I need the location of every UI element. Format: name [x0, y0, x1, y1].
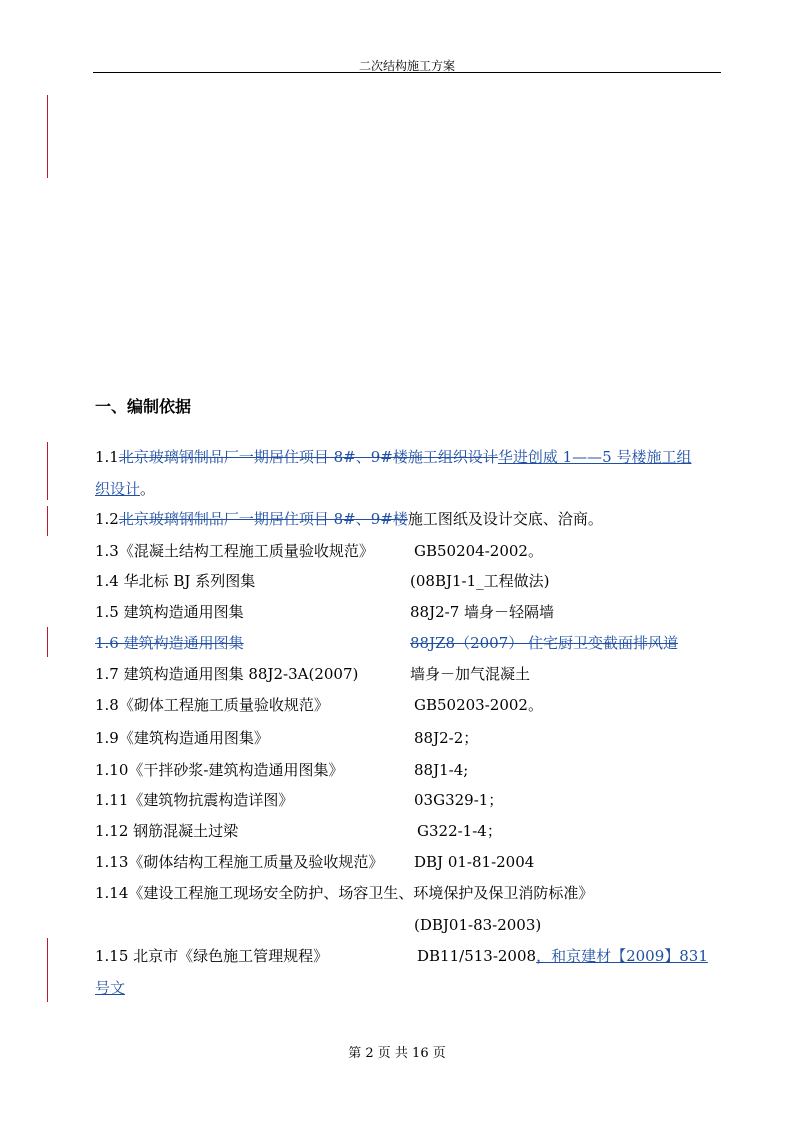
item-code: GB50204-2002。 [414, 542, 543, 560]
revision-bar [47, 627, 48, 657]
list-item: 1.15 北京市《绿色施工管理规程》 [95, 947, 329, 965]
list-item: 1.13《砌体结构工程施工质量及验收规范》 [95, 853, 384, 871]
deleted-text: 北京玻璃钢制品厂一期居住项目 8#、9#楼 [118, 510, 408, 528]
item-code: DBJ 01-81-2004 [414, 853, 535, 871]
list-item [95, 447, 691, 467]
list-item: 1.7 建筑构造通用图集 88J2-3A(2007) [95, 665, 359, 683]
item-number: 1.2 [95, 510, 119, 528]
item-label: 1.3《混凝土结构工程施工质量验收规范》 [95, 542, 374, 560]
header-rule [93, 72, 721, 73]
item-code [417, 946, 708, 966]
item-number: 1.1 [95, 448, 119, 466]
list-item [95, 541, 374, 561]
list-item: 1.5 建筑构造通用图集 [95, 603, 244, 621]
revision-bar [47, 938, 48, 1002]
item-code: 88J2-2； [414, 729, 479, 747]
item-text: 施工图纸及设计交底、洽商。 [407, 510, 603, 528]
item-code: 墙身－加气混凝土 [410, 665, 531, 683]
list-item: 1.4 华北标 BJ 系列图集 [95, 572, 256, 590]
item-code: 88JZ8（2007） 住宅厨卫变截面排风道 [410, 634, 679, 652]
deleted-text: 北京玻璃钢制品厂一期居住项目 8#、9#楼施工组织设计 [118, 448, 498, 466]
revision-bar [47, 506, 48, 536]
item-code: G322-1-4； [417, 822, 502, 840]
list-item-continued [95, 978, 125, 998]
item-code: 88J1-4; [414, 761, 469, 779]
inserted-text: 号文 [95, 979, 126, 997]
list-item: 1.12 钢筋混凝土过梁 [95, 822, 239, 840]
revision-bar [47, 95, 48, 178]
list-item [95, 509, 603, 529]
item-code: GB50203-2002。 [414, 696, 543, 714]
page-footer: 第 2 页 共 16 页 [348, 1046, 446, 1061]
item-code: (DBJ01-83-2003) [414, 916, 542, 934]
item-text: 。 [140, 480, 156, 498]
list-item: 1.10《干拌砂浆-建筑构造通用图集》 [95, 761, 344, 779]
item-label: 1.6 建筑构造通用图集 [95, 634, 244, 652]
item-code: (08BJ1-1_工程做法) [410, 572, 550, 590]
item-code: 03G329-1； [414, 791, 504, 809]
list-item: 1.11《建筑物抗震构造详图》 [95, 791, 294, 809]
inserted-text: 华进创威 1——5 号楼施工组 [497, 448, 692, 466]
list-item: 1.9《建筑构造通用图集》 [95, 729, 269, 747]
revision-bar [47, 442, 48, 500]
page-header: 二次结构施工方案 [358, 59, 455, 73]
section-heading: 一、编制依据 [95, 397, 192, 416]
list-item: 1.14《建设工程施工现场安全防护、场容卫生、环境保护及保卫消防标准》 [95, 884, 594, 902]
item-code-text: DB11/513-2008 [417, 947, 537, 965]
item-code: 88J2-7 墙身－轻隔墙 [410, 603, 555, 621]
inserted-text: ，和京建材【2009】831 [536, 947, 708, 965]
list-item-continued [95, 479, 155, 499]
inserted-text: 织设计 [95, 480, 141, 498]
list-item: 1.8《砌体工程施工质量验收规范》 [95, 696, 329, 714]
